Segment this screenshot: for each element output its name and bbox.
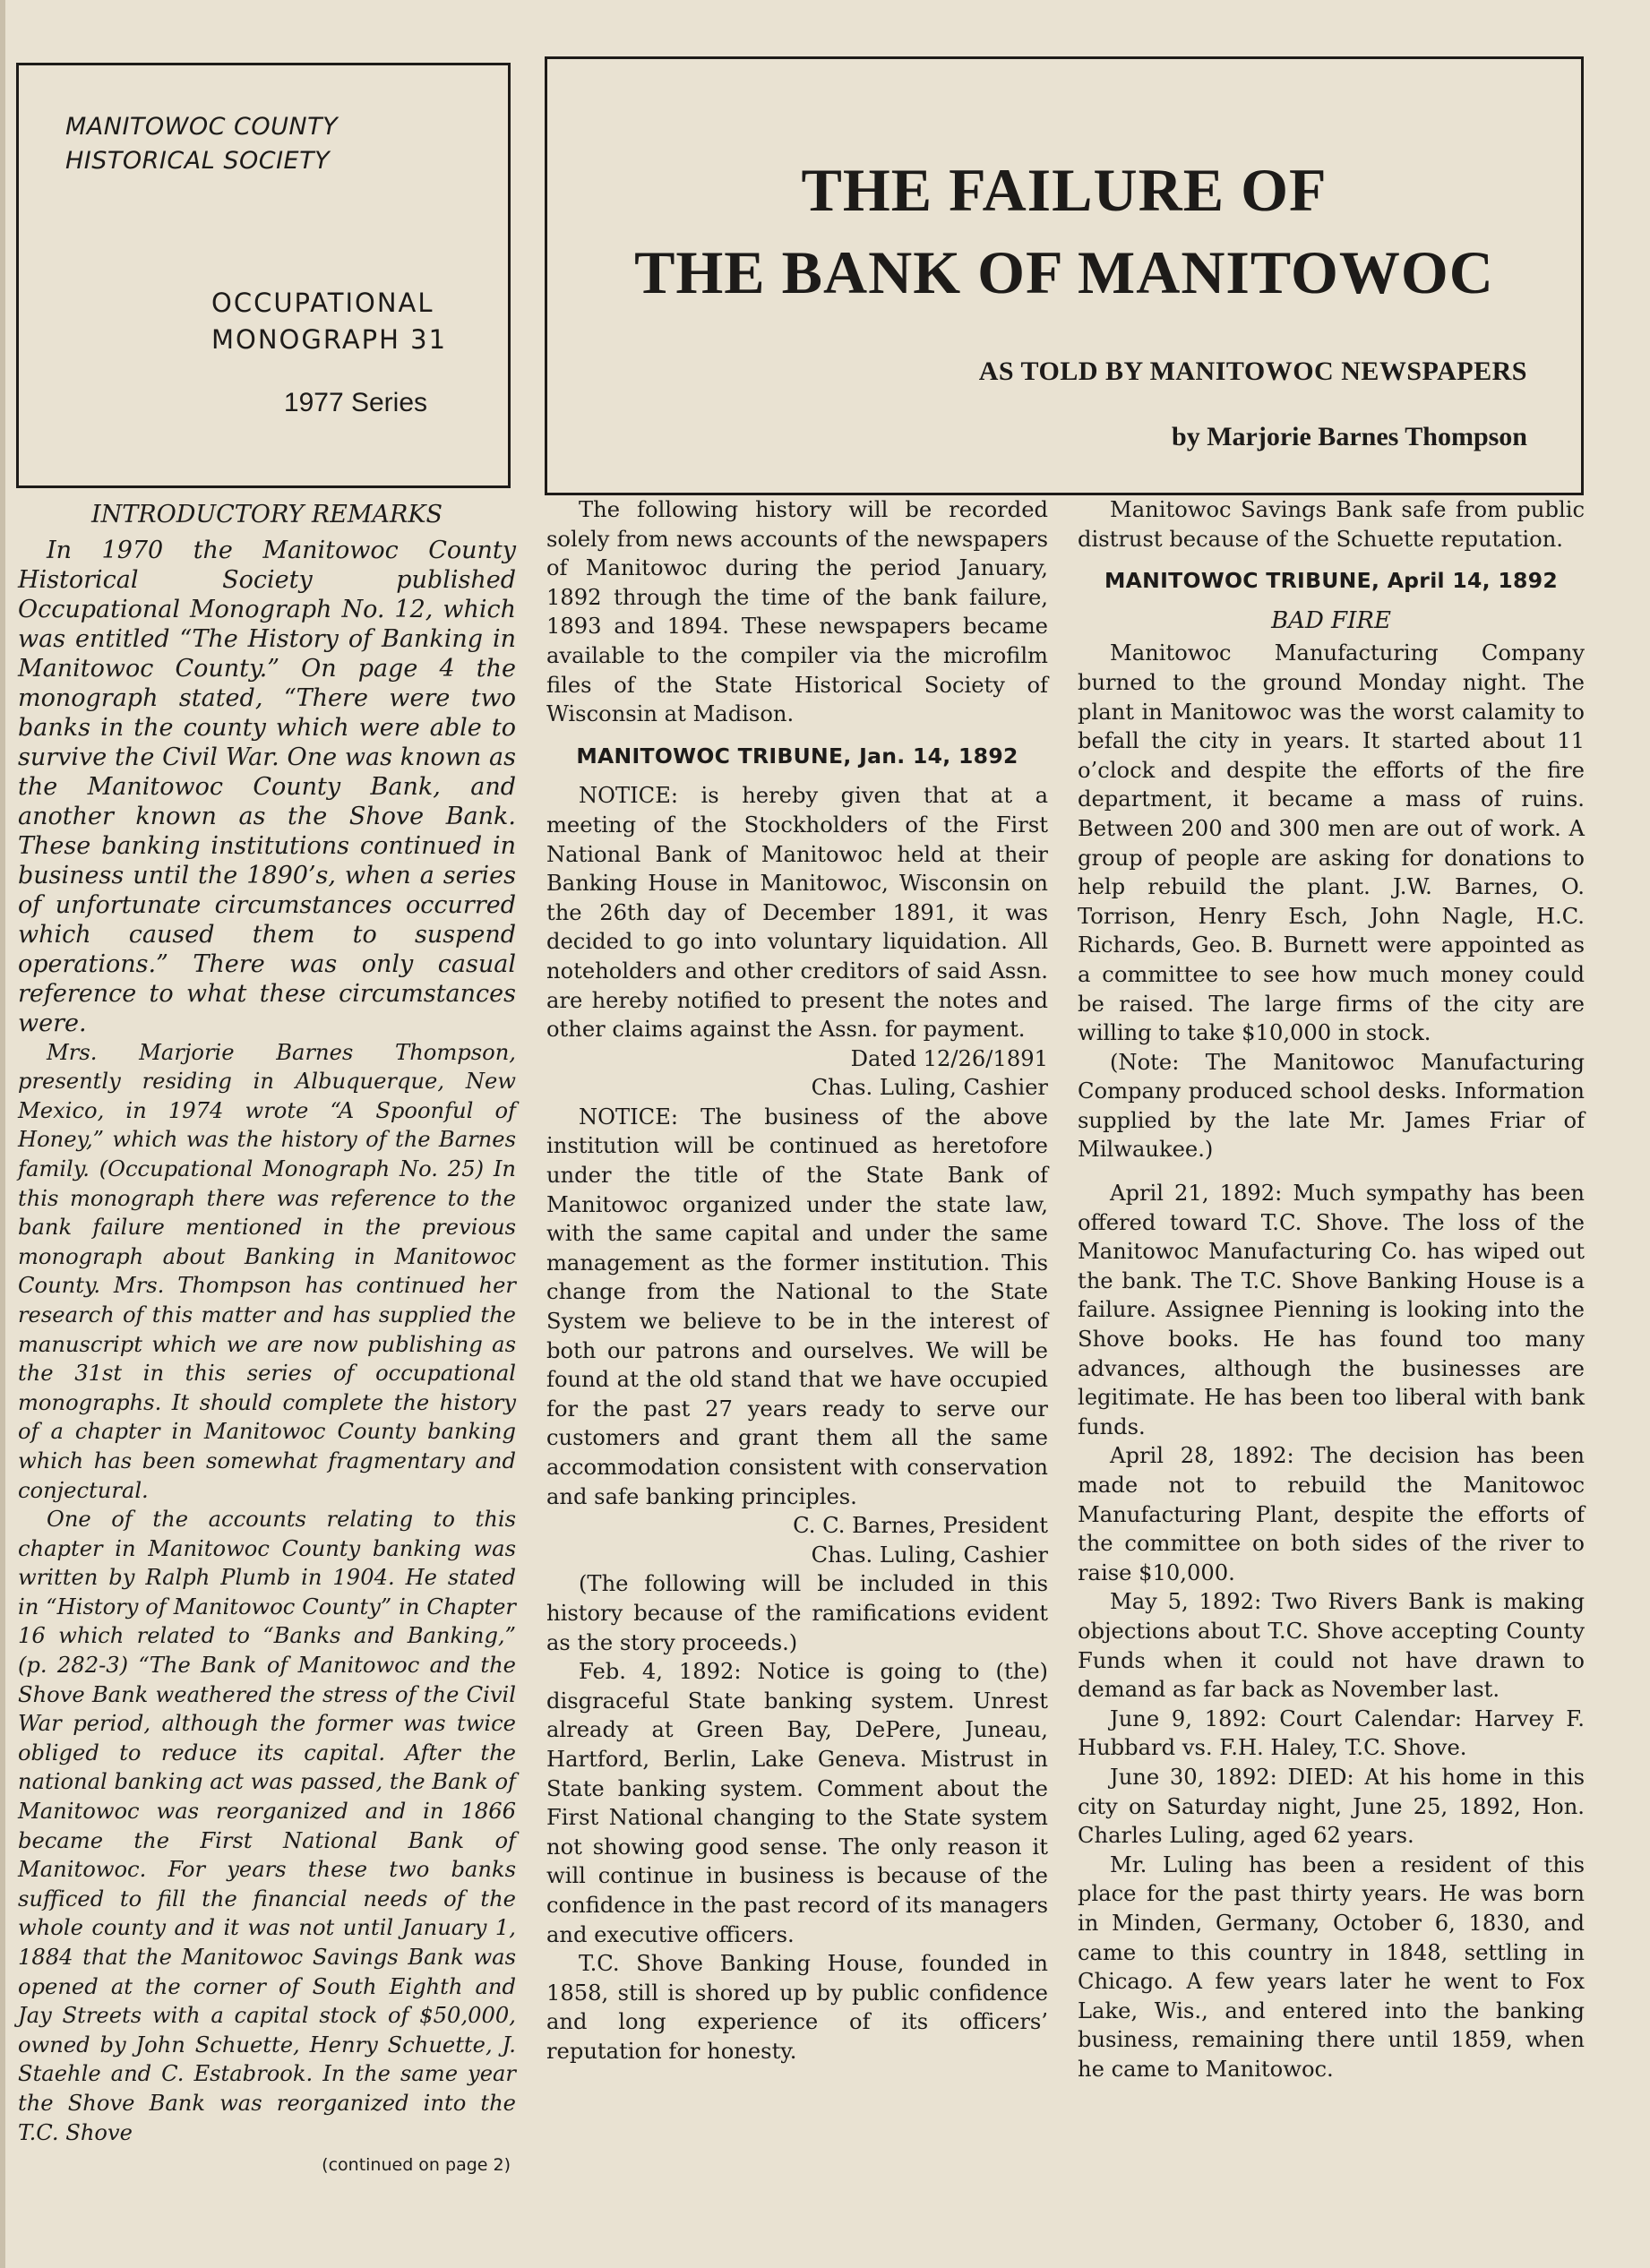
- intro-paragraph-3: One of the accounts relating to this chapter in Manitowoc County banking was written by Ralph Plumb in 1904. He stated in “History of Manitowoc County” in Chapter 16 which related to “Banks and Banking,” (p. 282-3) “The Bank of Manitowoc and the Shove Bank weathered the stress of the Civil War period, although the former was twice obliged to reduce its capital. After the national banking act was passed, the Bank of Manitowoc was reorganized and in 1866 became the First National Bank of Manitowoc. For years these two banks sufficed to fill the financial needs of the whole county and it was not until January 1, 1884 that the Manitowoc Savings Bank was opened at the corner of South Eighth and Jay Streets with a capital stock of $50,000, owned by John Schuette, Henry Schuette, J. Staehle and C. Estabrook. In the same year the Shove Bank was reorganized into the T.C. Shove: [18, 1507, 516, 2145]
- savings-bank-note: Manitowoc Savings Bank safe from public distrust because of the Schuette reputation.: [1078, 497, 1585, 552]
- column-1: [18, 495, 516, 2180]
- entry-feb-4-1892: Feb. 4, 1892: Notice is going to (the) disgraceful State banking system. Unrest already at Green Bay, DePere, Juneau, Hartford, Berlin, Lake Geneva. Mistrust in State banking system. Comment about the First National changing to the State system not showing good sense. The only reason it will continue in business is because of the confidence in the past record of its managers and executive officers.: [546, 1659, 1048, 1947]
- entry-apr-28-1892: April 28, 1892: The decision has been made not to rebuild the Manitowoc Manufacturing Plant, despite the efforts of the committee on both sides of the river to raise $10,000.: [1078, 1443, 1585, 1585]
- subtitle: AS TOLD BY MANITOWOC NEWSPAPERS: [978, 357, 1527, 386]
- bad-fire-heading: BAD FIRE: [1271, 606, 1391, 634]
- fire-report: Manitowoc Manufacturing Company burned to the ground Monday night. The plant in Manitowoc was the worst calamity to befall the city in years. It started about 11 o’clock and despite the efforts of the fire department, it became a mass of ruins. Between 200 and 300 men are out of work. A group of people are asking for donations to help rebuild the plant. J.W. Barnes, O. Torrison, Henry Esch, John Nagle, H.C. Richards, Geo. B. Burnett were appointed as a committee to see how much money could be raised. The large firms of the city are willing to take $10,000 in stock.: [1078, 640, 1585, 1046]
- editor-note: (The following will be included in this history because of the ramifications evident as the story proceeds.): [546, 1571, 1048, 1655]
- entry-may-5-1892: May 5, 1892: Two Rivers Bank is making objections about T.C. Shove accepting County Funds when it could not have drawn to demand as far back as November last.: [1078, 1589, 1585, 1703]
- shove-banking-house: T.C. Shove Banking House, founded in 1858, still is shored up by public confidence and long experience of its officers’ reputation for honesty.: [546, 1951, 1048, 2064]
- title-line-1: THE FAILURE OF: [801, 156, 1328, 224]
- main-title: [547, 149, 1581, 314]
- notice-signature-cashier: Chas. Luling, Cashier: [811, 1075, 1048, 1101]
- byline: by Marjorie Barnes Thompson: [1172, 422, 1527, 451]
- notice-state-bank: NOTICE: The business of the above institution will be continued as heretofore under the title of the State Bank of Manitowoc organized under the state law, with the same capital and under the same management as the former institution. This change from the National to the State System we believe to be in the interest of both our patrons and ourselves. We will be found at the old stand that we have occupied for the past 27 years ready to serve our customers and grant them all the same accommodation consistent with conservation and safe banking principles.: [546, 1104, 1048, 1509]
- page-edge-shadow: [0, 0, 5, 2268]
- society-box: [16, 63, 511, 488]
- intro-paragraph-1: In 1970 the Manitowoc County Historical Society published Occupational Monograph No. 12, which was entitled “The History of Banking in Manitowoc County.” On page 4 the monograph stated, “There were two banks in the county which were able to survive the Civil War. One was known as the Manitowoc County Bank, and another known as the Shove Bank. These banking institutions continued in business until the 1890’s, when a series of unfortunate circumstances occurred which caused them to suspend operations.” There was only casual reference to what these circumstances were.: [18, 536, 516, 1037]
- monograph-line-2: MONOGRAPH 31: [211, 324, 448, 355]
- series-label: 1977 Series: [283, 388, 427, 417]
- desks-note: (Note: The Manitowoc Manufacturing Company produced school desks. Information supplied by the late Mr. James Friar of Milwaukee.): [1078, 1049, 1585, 1163]
- title-line-2: THE BANK OF MANITOWOC: [634, 238, 1494, 306]
- history-intro: The following history will be recorded solely from news accounts of the newspapers of Manitowoc during the period January, 1892 through the time of the bank failure, 1893 and 1894. These newspapers became available to the compiler via the microfilm files of the State Historical Society of Wisconsin at Madison.: [546, 497, 1048, 727]
- section-heading-apr-1892: MANITOWOC TRIBUNE, April 14, 1892: [1104, 568, 1559, 594]
- luling-biography: Mr. Luling has been a resident of this place for the past thirty years. He was born in Minden, Germany, October 6, 1830, and came to this country in 1848, settling in Chicago. A few years later he went to Fox Lake, Wis., and entered into the banking business, remaining there until 1859, when he came to Manitowoc.: [1078, 1851, 1585, 2082]
- intro-heading: INTRODUCTORY REMARKS: [90, 501, 443, 528]
- entry-jun-30-1892: June 30, 1892: DIED: At his home in this city on Saturday night, June 25, 1892, Hon. Charles Luling, aged 62 years.: [1078, 1764, 1585, 1849]
- monograph-line-1: OCCUPATIONAL: [211, 288, 434, 318]
- society-line-1: MANITOWOC COUNTY: [65, 113, 339, 141]
- section-heading-jan-1892: MANITOWOC TRIBUNE, Jan. 14, 1892: [576, 743, 1018, 769]
- column-2: [546, 495, 1048, 2066]
- entry-apr-21-1892: April 21, 1892: Much sympathy has been offered toward T.C. Shove. The loss of the Manitowoc Manufacturing Co. has wiped out the bank. The T.C. Shove Banking House is a failure. Assignee Pienning is looking into the Shove books. He has found too many advances, although the businesses are legitimate. He has been too liberal with bank funds.: [1078, 1181, 1585, 1439]
- entry-jun-9-1892: June 9, 1892: Court Calendar: Harvey F. Hubbard vs. F.H. Haley, T.C. Shove.: [1078, 1705, 1585, 1761]
- signature-cashier: Chas. Luling, Cashier: [811, 1542, 1048, 1568]
- notice-liquidation: NOTICE: is hereby given that at a meeting of the Stockholders of the First National Bank of Manitowoc held at their Banking House in Manitowoc, Wisconsin on the 26th day of December 1891, it was decided to go into voluntary liquidation. All noteholders and other creditors of said Assn. are hereby notified to present the notes and other claims against the Assn. for payment.: [546, 783, 1048, 1043]
- title-box: [545, 56, 1584, 495]
- monograph-label: [211, 285, 447, 358]
- intro-paragraph-2: Mrs. Marjorie Barnes Thompson, presently residing in Albuquerque, New Mexico, in 1974 wrote “A Spoonful of Honey,” which was the history of the Barnes family. (Occupational Monograph No. 25) In this monograph there was reference to the bank failure mentioned in the previous monograph about Banking in Manitowoc County. Mrs. Thompson has continued her research of this matter and has supplied the manuscript which we are now publishing as the 31st in this series of occupational monographs. It should complete the history of a chapter in Manitowoc County banking which has been somewhat fragmentary and conjectural.: [18, 1039, 516, 1503]
- society-name: [65, 110, 338, 178]
- continued-note: (continued on page 2): [322, 2155, 511, 2176]
- signature-president: C. C. Barnes, President: [793, 1513, 1048, 1539]
- notice-date: Dated 12/26/1891: [850, 1045, 1048, 1071]
- column-3: [1078, 495, 1585, 2083]
- society-line-2: HISTORICAL SOCIETY: [65, 147, 331, 175]
